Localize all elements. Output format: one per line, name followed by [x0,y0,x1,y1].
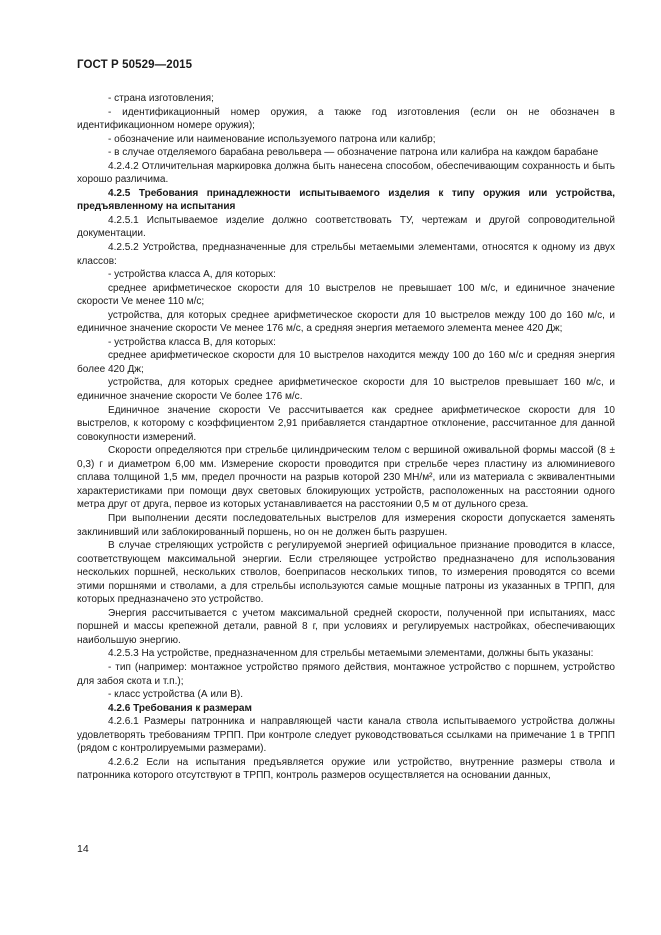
section-heading-4-2-5: 4.2.5 Требования принадлежности испытываемого изделия к типу оружия или устройства, предъявленному на испытания [77,187,615,213]
paragraph-4-2-6-1: 4.2.6.1 Размеры патронника и направляющей части канала ствола испытываемого устройства должны удовлетворять требованиям ТРПП. При контроле следует руководствоваться ссылками на примечание 1 в ТРПП (рядом с контролируемыми размерами). [77,716,615,755]
paragraph-4-2-4-2: 4.2.4.2 Отличительная маркировка должна быть нанесена способом, обеспечивающим сохранность и быть хорошо различима. [77,160,615,186]
list-item: - устройства класса В, для которых: [108,336,276,348]
paragraph: среднее арифметическое скорости для 10 выстрелов находится между 100 до 160 м/с и средняя энергия более 420 Дж; [77,350,615,375]
paragraph-4-2-5-1: 4.2.5.1 Испытываемое изделие должно соответствовать ТУ, чертежам и другой сопроводительной документации. [77,214,615,240]
list-item: - идентификационный номер оружия, а также год изготовления (если он не обозначен в идентификационном номере оружия); [77,106,615,132]
paragraph: Скорости определяются при стрельбе цилиндрическим телом с вершиной оживальной формы массой (8 ± 0,3) г и диаметром 6,00 мм. Измерение скорости проводится при стрельбе через пластину из алюминиевого сплава толщиной 1,5 мм, предел прочности на разрыв которой 230 МН/м², или из материала с эквивалентными характеристиками при помощи двух световых блокирующих устройств, расположенных на расстоянии одного метра друг от друга, первое из которых устанавливается на расстоянии 0,5 м от дульного среза. [77,445,615,511]
paragraph-4-2-5-2: 4.2.5.2 Устройства, предназначенные для стрельбы метаемыми элементами, относятся к одному из двух классов: [77,242,615,267]
paragraph: Энергия рассчитывается с учетом максимальной средней скорости, полученной при испытаниях, масс поршней и массы крепежной детали, равной 8 г, при условиях и регулируемых настройках, обеспечивающих наибольшую энергию. [77,607,615,646]
paragraph: В случае стреляющих устройств с регулируемой энергией официальное признание проводится в классе, соответствующем максимальной энергии. Если стреляющее устройство предназначено для использования нескольких поршней, нескольких стволов, боеприпасов нескольких типов, то измерения проводятся со всеми этими поршнями и стволами, а для стрельбы используются самые мощные патроны из указанных в ТРПП, для которых предназначено это устройство. [77,540,615,606]
paragraph: При выполнении десяти последовательных выстрелов для измерения скорости допускается заменять заклинивший или заблокированный поршень, но он не должен быть разрушен. [77,512,615,538]
paragraph: устройства, для которых среднее арифметическое скорости для 10 выстрелов превышает 160 м/с, и единичное значение скорости Ve более 176 м/с. [77,377,615,403]
list-item: - класс устройства (А или В). [108,689,244,701]
page-number: 14 [77,843,89,855]
section-heading-4-2-6: 4.2.6 Требования к размерам [108,702,252,714]
paragraph: Единичное значение скорости Ve рассчитывается как среднее арифметическое скорости для 10 выстрелов, к которому с коэффициентом 2,91 прибавляется стандартное отклонение, рассчитанное для данной совокупности измерений. [77,404,615,443]
paragraph-4-2-5-3: 4.2.5.3 На устройстве, предназначенном для стрельбы метаемыми элементами, должны быть указаны: [108,648,594,660]
document-body [77,92,615,783]
list-item: - устройства класса А, для которых: [108,269,276,281]
document-header: ГОСТ Р 50529—2015 [77,59,193,71]
paragraph: среднее арифметическое скорости для 10 выстрелов не превышает 100 м/с, и единичное значение скорости Ve менее 110 м/с; [77,282,615,308]
list-item: - обозначение или наименование используемого патрона или калибр; [108,133,436,145]
list-item: - в случае отделяемого барабана револьвера — обозначение патрона или калибра на каждом барабане [108,147,599,159]
paragraph: устройства, для которых среднее арифметическое скорости для 10 выстрелов между 100 до 160 м/с, и единичное значение скорости Ve менее 176 м/с, а средняя энергия метаемого элемента менее 420 Дж; [77,309,615,335]
list-item: - страна изготовления; [108,93,214,104]
list-item: - тип (например: монтажное устройство прямого действия, монтажное устройство с поршнем, устройство для забоя скота и т.п.); [77,661,615,687]
paragraph-4-2-6-2: 4.2.6.2 Если на испытания предъявляется оружие или устройство, внутренние размеры ствола и патронника которого отсутствуют в ТРПП, контроль размеров осуществляется на основании данных, [77,756,615,782]
